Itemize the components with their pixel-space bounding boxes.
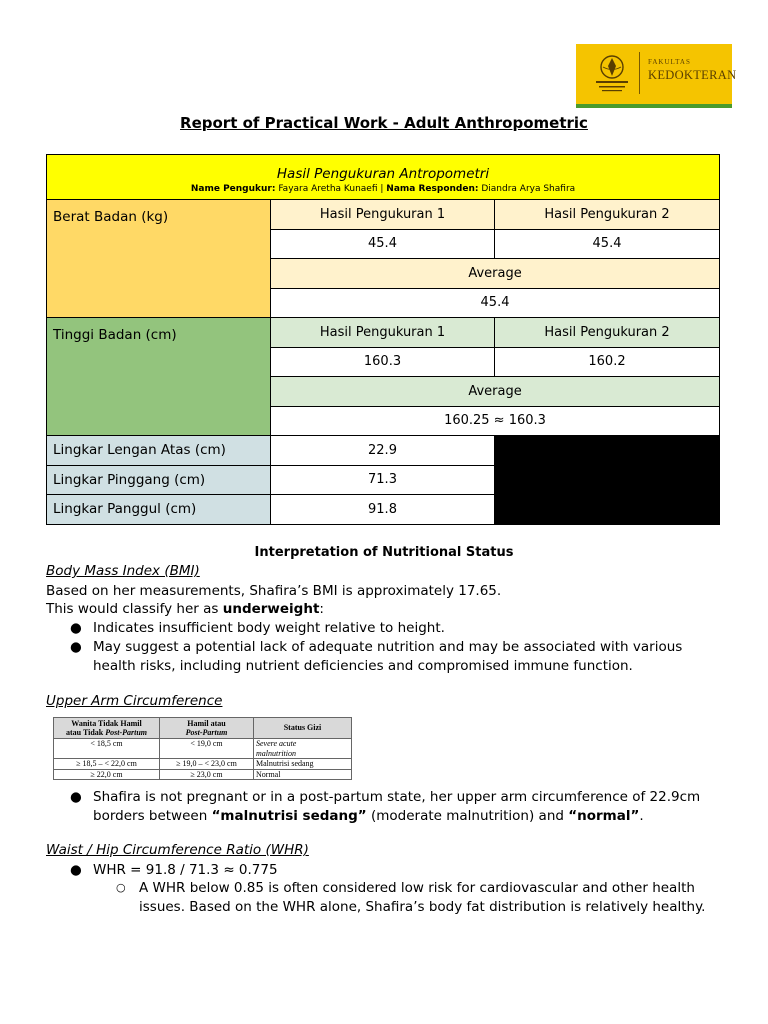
bmi-line-2-prefix: This would classify her as [46, 601, 223, 617]
bmi-heading: Body Mass Index (BMI) [46, 563, 200, 579]
name-separator: | [380, 184, 384, 194]
whr-sub-bullet-text: A WHR below 0.85 is often considered low risk for cardiovascular and other health issues. Based on the WHR alone, Shafira’s body fat distribution is relatively healthy. [139, 880, 706, 915]
bmi-line-2-suffix: : [319, 601, 324, 617]
whr-bullet-text: WHR = 91.8 / 71.3 ≈ 0.775 [93, 862, 278, 878]
whr-heading: Waist / Hip Circumference Ratio (WHR) [46, 842, 309, 858]
berat-col2-header: Hasil Pengukuran 2 [495, 200, 720, 230]
university-seal-icon [586, 50, 638, 98]
faculty-logo [576, 44, 737, 108]
bmi-line-1: Based on her measurements, Shafira’s BMI is approximately 17.65. [46, 583, 502, 599]
arm-row1-status-line1: Severe acute [256, 739, 297, 748]
respondent-label: Nama Responden: [386, 184, 479, 194]
pinggang-label: Lingkar Pinggang (cm) [47, 465, 271, 495]
arm-col1-header [54, 718, 160, 739]
arm-reference-table [53, 717, 352, 780]
arm-col3-header: Status Gizi [254, 718, 352, 739]
arm-bullet-prefix: Shafira is not pregnant or in a post-partum state, her upper arm circumference of 22.9cm borders between [93, 789, 701, 824]
tinggi-badan-label: Tinggi Badan (cm) [47, 318, 271, 436]
berat-badan-label: Berat Badan (kg) [47, 200, 271, 318]
arm-heading: Upper Arm Circumference [46, 693, 223, 709]
arm-row2-col1: ≥ 18,5 – < 22,0 cm [54, 759, 160, 770]
arm-col1-header-line2: atau Tidak [65, 728, 106, 737]
arm-col2-header-line1: Hamil atau [187, 718, 226, 728]
arm-col2-header-line2: Post-Partum [185, 728, 228, 737]
table-header [47, 155, 720, 200]
arm-col2-header [160, 718, 254, 739]
table-header-title: Hasil Pengukuran Antropometri [276, 166, 490, 182]
bmi-bullet-2-text: May suggest a potential lack of adequate nutrition and may be associated with various health risks, including nutrient deficiencies and compromised immune function. [93, 639, 683, 674]
tinggi-value-1: 160.3 [271, 347, 495, 377]
arm-row1-col1: < 18,5 cm [54, 739, 160, 759]
arm-row2-col2: ≥ 19,0 – < 23,0 cm [160, 759, 254, 770]
bmi-bullet-1-text: Indicates insufficient body weight relative to height. [93, 620, 445, 636]
arm-bullet-bold-1: “malnutrisi sedang” [211, 807, 367, 824]
bullet-icon: ● [70, 789, 82, 805]
measurer-label: Name Pengukur: [190, 184, 276, 194]
arm-bullet-middle: (moderate malnutrition) and [366, 807, 569, 824]
arm-row3-col3: Normal [254, 769, 352, 780]
arm-bullet-suffix: . [639, 807, 644, 824]
table-row [54, 759, 352, 770]
berat-value-1: 45.4 [271, 229, 495, 259]
arm-row3-col2: ≥ 23,0 cm [160, 769, 254, 780]
bmi-line-2 [46, 600, 324, 619]
interpretation-title: Interpretation of Nutritional Status [254, 545, 514, 560]
logo-faculty-name: KEDOKTERAN [648, 68, 737, 82]
tinggi-average-value: 160.25 ≈ 160.3 [271, 406, 720, 436]
arm-row1-col3 [254, 739, 352, 759]
tinggi-col2-header: Hasil Pengukuran 2 [495, 318, 720, 348]
bmi-classification: underweight [222, 601, 320, 617]
tinggi-value-2: 160.2 [495, 347, 720, 377]
tinggi-col1-header: Hasil Pengukuran 1 [271, 318, 495, 348]
bullet-icon: ● [70, 620, 82, 636]
berat-average-label: Average [271, 259, 720, 289]
arm-bullet-bold-2: “normal” [568, 807, 640, 824]
berat-average-value: 45.4 [271, 288, 720, 318]
berat-col1-header: Hasil Pengukuran 1 [271, 200, 495, 230]
logo-faculty-label: FAKULTAS [648, 58, 691, 66]
hollow-bullet-icon: ○ [116, 881, 126, 894]
table-header-names [47, 184, 719, 194]
table-row [54, 739, 352, 759]
lla-label: Lingkar Lengan Atas (cm) [47, 436, 271, 466]
arm-col1-header-line2-italic: Post-Partum [105, 728, 148, 737]
panggul-label: Lingkar Panggul (cm) [47, 495, 271, 525]
report-title: Report of Practical Work - Adult Anthropometric [180, 114, 588, 132]
tinggi-average-label: Average [271, 377, 720, 407]
pinggang-value: 71.3 [271, 465, 495, 495]
lla-value: 22.9 [271, 436, 495, 466]
arm-row2-col3: Malnutrisi sedang [254, 759, 352, 770]
blacked-out-cell [495, 436, 720, 525]
arm-row3-col1: ≥ 22,0 cm [54, 769, 160, 780]
measurer-name: Fayara Aretha Kunaefi [278, 184, 378, 194]
arm-col1-header-line1: Wanita Tidak Hamil [71, 718, 142, 728]
table-row [54, 769, 352, 780]
respondent-name: Diandra Arya Shafira [481, 184, 576, 194]
logo-divider [639, 52, 640, 94]
bullet-icon: ● [70, 862, 82, 878]
anthropometric-table [46, 154, 720, 525]
bullet-icon: ● [70, 639, 82, 655]
berat-value-2: 45.4 [495, 229, 720, 259]
arm-bullet-text [93, 788, 728, 825]
arm-row1-status-line2: malnutrition [256, 748, 297, 758]
panggul-value: 91.8 [271, 495, 495, 525]
arm-row1-col2: < 19,0 cm [160, 739, 254, 759]
